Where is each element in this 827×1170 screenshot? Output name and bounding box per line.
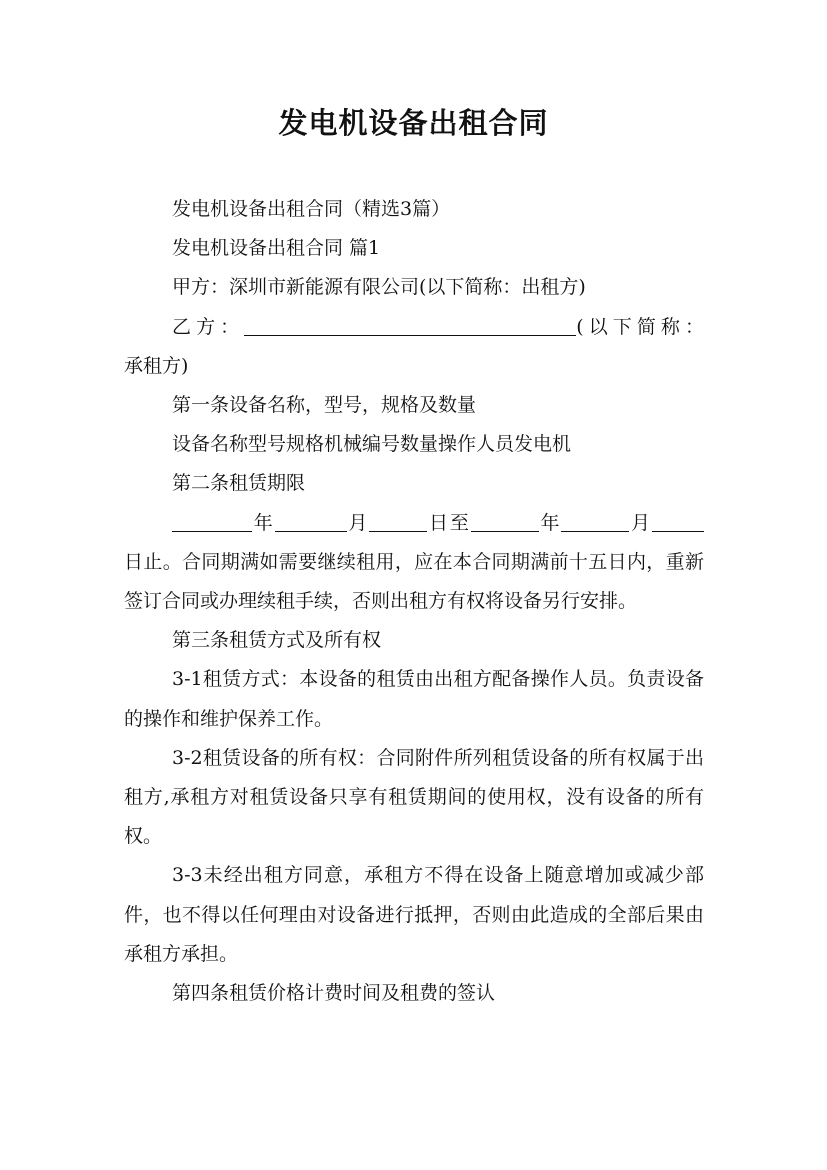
paragraph-party-a: 甲方：深圳市新能源有限公司(以下简称：出租方): [172, 276, 586, 299]
paragraph-clause-3-1: 3-1租赁方式：本设备的租赁由出租方配备操作人员。负责设备的操作和维护保养工作。: [124, 668, 704, 730]
paragraph-article-3: 第三条租赁方式及所有权: [172, 629, 382, 652]
paragraph-party-b: [124, 308, 704, 347]
paragraph-article-2: 第二条租赁期限: [172, 472, 306, 495]
date-blank-1: [172, 511, 252, 532]
document-title: 发电机设备出租合同: [278, 106, 549, 140]
date-blank-2: [275, 511, 347, 532]
date-month-1: 月: [346, 511, 370, 534]
paragraph-equipment-list: 设备名称型号规格机械编号数量操作人员发电机: [172, 433, 572, 456]
paragraph-term-clause: 日止。合同期满如需要继续租用，应在本合同期满前十五日内，重新签订合同或办理续租手续，否则出租方有权将设备另行安排。: [124, 550, 704, 613]
paragraph-article-4: 第四条租赁价格计费时间及租费的签认: [172, 982, 496, 1005]
date-blank-6: [652, 511, 704, 532]
paragraph-section-heading: 发电机设备出租合同 篇1: [172, 237, 381, 260]
date-year-2: 年: [538, 511, 562, 534]
paragraph-article-1: 第一条设备名称，型号，规格及数量: [172, 394, 477, 417]
date-month-2: 月: [629, 511, 652, 534]
paragraph-clause-3-2: 3-2租赁设备的所有权：合同附件所列租赁设备的所有权属于出租方,承租方对租赁设备只享有租赁期间的使用权，没有设备的所有权。: [124, 746, 704, 848]
date-blank-5: [561, 511, 629, 532]
date-blank-3: [369, 511, 427, 532]
date-year-1: 年: [252, 511, 275, 534]
paragraph-subtitle: 发电机设备出租合同（精选3篇）: [172, 198, 451, 220]
paragraph-clause-3-3: 3-3未经出租方同意，承租方不得在设备上随意增加或减少部件，也不得以任何理由对设备进行抵押，否则由此造成的全部后果由承租方承担。: [124, 864, 704, 965]
party-b-suffix: (以下简称：: [576, 315, 704, 338]
date-blank-4: [471, 511, 539, 532]
paragraph-party-b-cont: 承租方): [124, 354, 189, 377]
party-b-label: 乙方：: [172, 315, 245, 338]
paragraph-date-line: [124, 504, 704, 543]
date-day-1: 日至: [427, 511, 471, 534]
party-b-blank: [244, 315, 576, 336]
document-body: [124, 190, 704, 1013]
